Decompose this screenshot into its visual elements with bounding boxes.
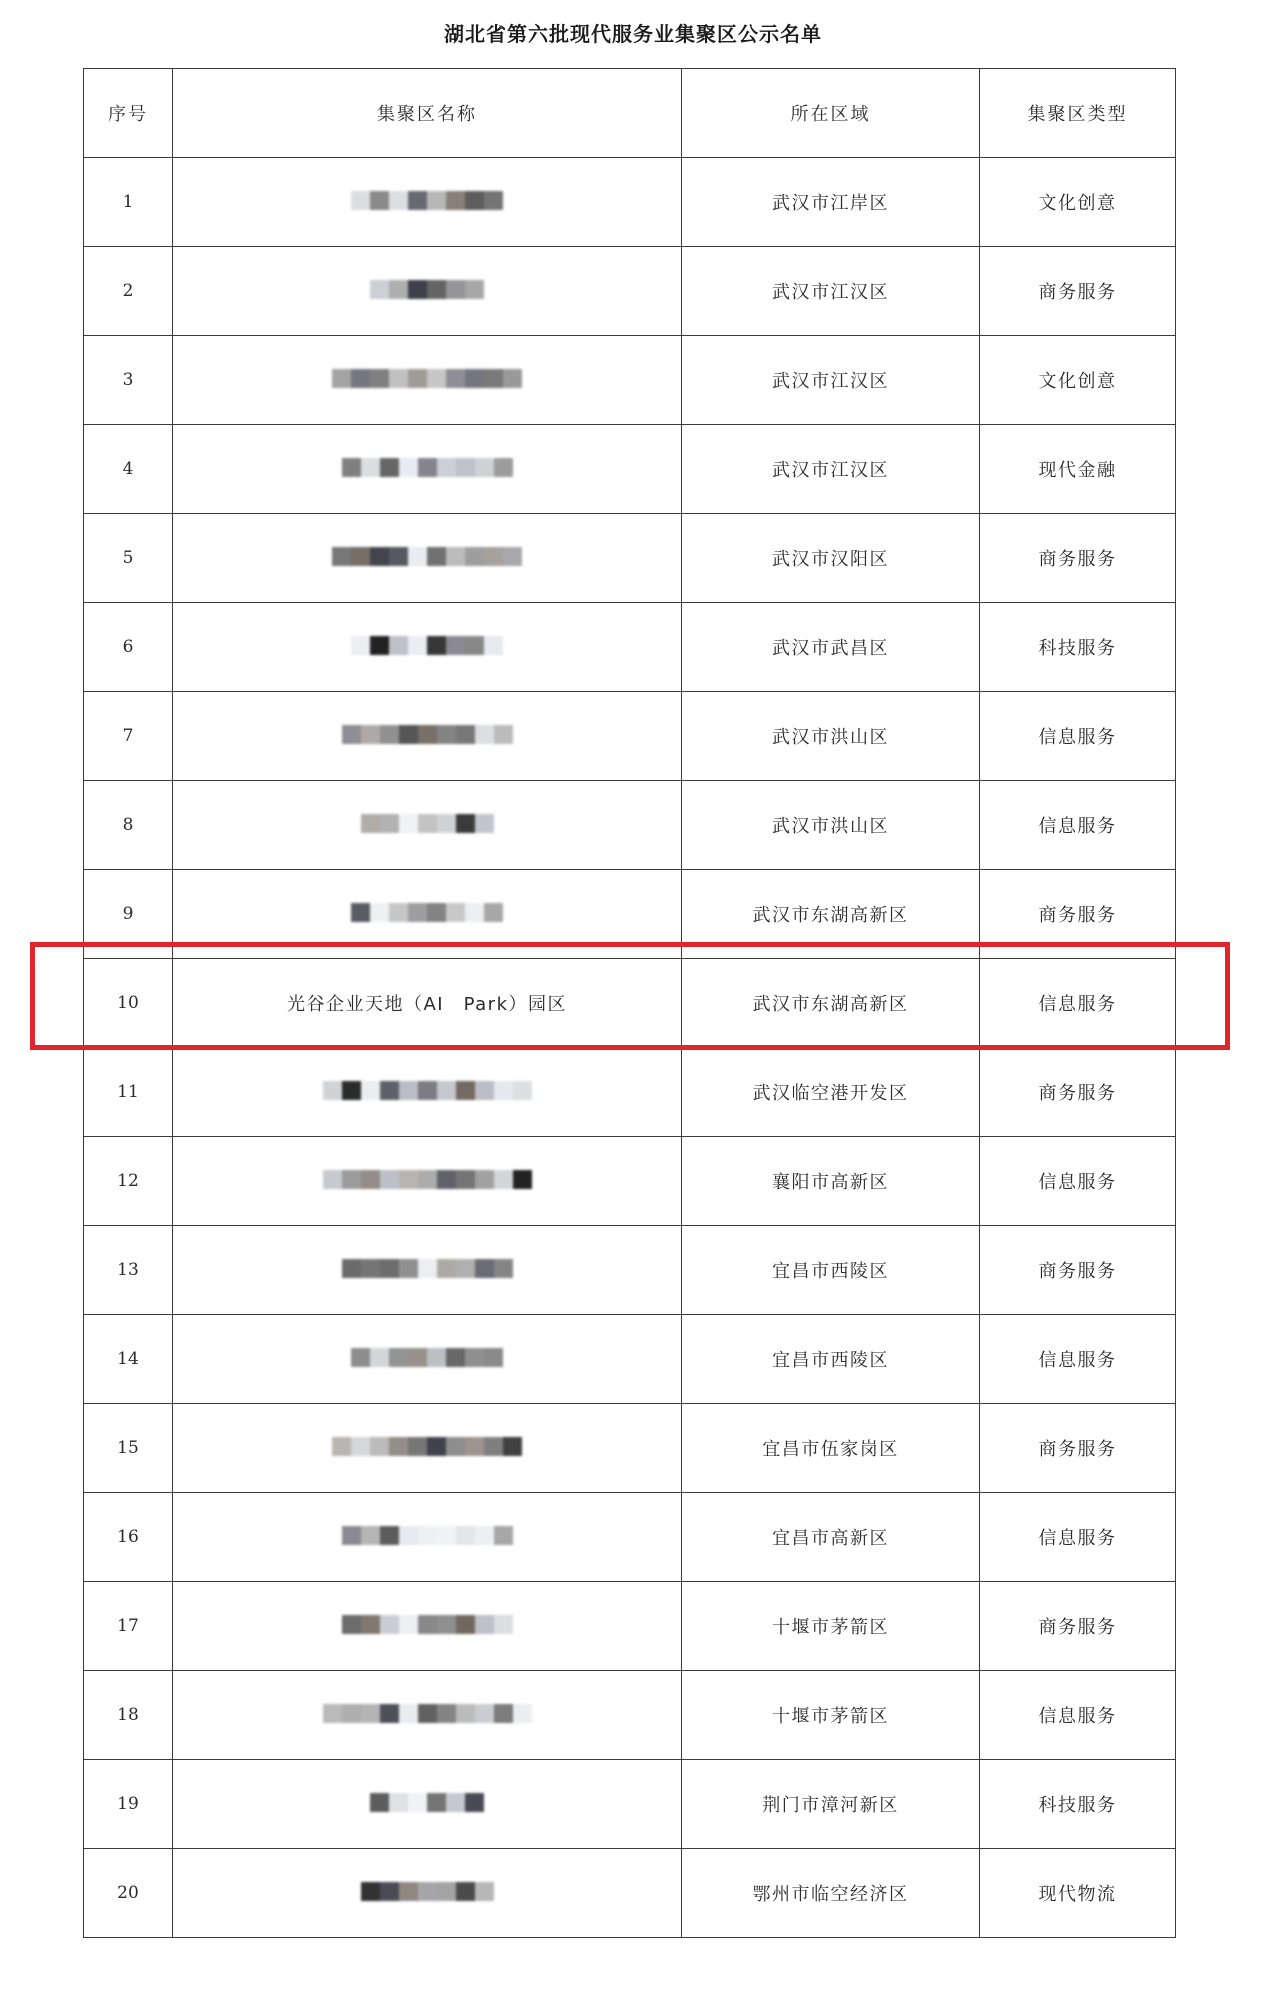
redaction-block	[389, 903, 408, 922]
redaction-block	[465, 547, 484, 566]
document-title: 湖北省第六批现代服务业集聚区公示名单	[444, 22, 822, 46]
row-type: 信息服务	[980, 1137, 1176, 1226]
row-index: 7	[84, 692, 173, 781]
header-type: 集聚区类型	[980, 69, 1176, 158]
row-region: 武汉市江岸区	[682, 158, 980, 247]
redaction-block	[503, 547, 522, 566]
redaction-block	[361, 1615, 380, 1634]
table-row	[84, 1404, 1176, 1493]
redaction-block	[399, 1882, 418, 1901]
redaction-pixels	[351, 1346, 503, 1368]
redaction-block	[361, 814, 380, 833]
redaction-block	[437, 814, 456, 833]
redaction-block	[370, 369, 389, 388]
redaction-pixels	[370, 278, 484, 300]
row-name-redacted	[173, 1315, 682, 1404]
redaction-block	[446, 1793, 465, 1812]
row-name-redacted	[173, 1849, 682, 1938]
redaction-block	[427, 191, 446, 210]
redaction-block	[389, 1348, 408, 1367]
row-name-redacted	[173, 1048, 682, 1137]
redaction-block	[408, 1437, 427, 1456]
table-row	[84, 1137, 1176, 1226]
row-region: 十堰市茅箭区	[682, 1582, 980, 1671]
redaction-block	[323, 1081, 342, 1100]
redaction-block	[437, 1882, 456, 1901]
redaction-block	[399, 1170, 418, 1189]
redaction-block	[475, 1615, 494, 1634]
row-region: 鄂州市临空经济区	[682, 1849, 980, 1938]
redaction-block	[437, 1704, 456, 1723]
row-index: 11	[84, 1048, 173, 1137]
redaction-block	[437, 458, 456, 477]
redaction-block	[380, 1526, 399, 1545]
redaction-block	[370, 280, 389, 299]
redaction-block	[389, 280, 408, 299]
row-type: 商务服务	[980, 514, 1176, 603]
redaction-block	[399, 1081, 418, 1100]
redaction-block	[389, 547, 408, 566]
redaction-block	[323, 1704, 342, 1723]
row-type: 信息服务	[980, 1315, 1176, 1404]
row-index: 3	[84, 336, 173, 425]
redaction-block	[342, 1170, 361, 1189]
row-region: 十堰市茅箭区	[682, 1671, 980, 1760]
redaction-block	[446, 369, 465, 388]
redaction-block	[399, 458, 418, 477]
redaction-block	[389, 1793, 408, 1812]
redaction-block	[456, 1704, 475, 1723]
row-name-redacted	[173, 514, 682, 603]
row-region: 武汉临空港开发区	[682, 1048, 980, 1137]
redaction-block	[465, 191, 484, 210]
redaction-block	[408, 191, 427, 210]
row-region: 武汉市洪山区	[682, 781, 980, 870]
redaction-block	[389, 1437, 408, 1456]
redaction-block	[484, 191, 503, 210]
redaction-block	[446, 636, 465, 655]
redaction-pixels	[361, 1880, 494, 1902]
redaction-block	[380, 1081, 399, 1100]
redaction-block	[427, 636, 446, 655]
redaction-block	[484, 547, 503, 566]
row-type: 商务服务	[980, 1226, 1176, 1315]
redaction-block	[475, 1081, 494, 1100]
redaction-block	[456, 1526, 475, 1545]
redaction-block	[418, 814, 437, 833]
redaction-block	[456, 1170, 475, 1189]
table-row	[84, 959, 1176, 1048]
redaction-block	[418, 1170, 437, 1189]
table-row	[84, 1671, 1176, 1760]
redaction-pixels	[332, 1435, 522, 1457]
redaction-block	[408, 547, 427, 566]
redaction-block	[446, 280, 465, 299]
row-name-redacted	[173, 1404, 682, 1493]
redaction-block	[332, 369, 351, 388]
table-row	[84, 1493, 1176, 1582]
row-index: 17	[84, 1582, 173, 1671]
redaction-block	[399, 1259, 418, 1278]
row-type: 商务服务	[980, 870, 1176, 959]
row-type: 文化创意	[980, 336, 1176, 425]
header-name: 集聚区名称	[173, 69, 682, 158]
table-row	[84, 1226, 1176, 1315]
row-region: 武汉市洪山区	[682, 692, 980, 781]
redaction-block	[427, 903, 446, 922]
redaction-pixels	[323, 1702, 532, 1724]
row-type: 文化创意	[980, 158, 1176, 247]
row-region: 武汉市汉阳区	[682, 514, 980, 603]
redaction-block	[351, 1437, 370, 1456]
redaction-block	[418, 1259, 437, 1278]
redaction-pixels	[351, 634, 503, 656]
table-row	[84, 603, 1176, 692]
redaction-block	[380, 814, 399, 833]
redaction-pixels	[351, 901, 503, 923]
redaction-block	[494, 458, 513, 477]
redaction-block	[408, 636, 427, 655]
redaction-block	[437, 1081, 456, 1100]
row-name-redacted	[173, 1760, 682, 1849]
table-row	[84, 247, 1176, 336]
redaction-block	[361, 1704, 380, 1723]
table-row	[84, 1849, 1176, 1938]
row-index: 16	[84, 1493, 173, 1582]
table-row	[84, 514, 1176, 603]
redaction-block	[475, 1259, 494, 1278]
row-region: 武汉市江汉区	[682, 425, 980, 514]
row-region: 宜昌市西陵区	[682, 1226, 980, 1315]
redaction-block	[399, 725, 418, 744]
redaction-block	[408, 1348, 427, 1367]
row-index: 20	[84, 1849, 173, 1938]
redaction-block	[484, 369, 503, 388]
redaction-block	[370, 191, 389, 210]
redaction-pixels	[323, 1079, 532, 1101]
redaction-block	[418, 725, 437, 744]
redaction-block	[380, 1170, 399, 1189]
redaction-pixels	[332, 545, 522, 567]
redaction-pixels	[351, 189, 503, 211]
row-index: 2	[84, 247, 173, 336]
redaction-block	[380, 1704, 399, 1723]
redaction-block	[456, 1882, 475, 1901]
redaction-block	[446, 547, 465, 566]
redaction-block	[427, 1348, 446, 1367]
redaction-block	[408, 280, 427, 299]
redaction-block	[494, 1259, 513, 1278]
redaction-pixels	[342, 456, 513, 478]
redaction-block	[380, 725, 399, 744]
redaction-block	[475, 1526, 494, 1545]
redaction-block	[503, 1437, 522, 1456]
row-name-redacted	[173, 781, 682, 870]
row-index: 9	[84, 870, 173, 959]
row-region: 宜昌市伍家岗区	[682, 1404, 980, 1493]
row-index: 4	[84, 425, 173, 514]
redaction-block	[456, 814, 475, 833]
redaction-block	[475, 1882, 494, 1901]
redaction-block	[456, 1259, 475, 1278]
row-index: 5	[84, 514, 173, 603]
row-name-redacted	[173, 336, 682, 425]
redaction-block	[389, 191, 408, 210]
redaction-block	[323, 1170, 342, 1189]
redaction-block	[494, 1170, 513, 1189]
redaction-block	[342, 458, 361, 477]
redaction-block	[446, 1437, 465, 1456]
redaction-block	[437, 1170, 456, 1189]
row-region: 襄阳市高新区	[682, 1137, 980, 1226]
redaction-block	[361, 725, 380, 744]
row-index: 1	[84, 158, 173, 247]
redaction-block	[427, 1793, 446, 1812]
redaction-block	[361, 1081, 380, 1100]
row-index: 10	[84, 959, 173, 1048]
redaction-block	[465, 280, 484, 299]
row-type: 科技服务	[980, 1760, 1176, 1849]
redaction-block	[351, 369, 370, 388]
row-type: 现代金融	[980, 425, 1176, 514]
table-row	[84, 1760, 1176, 1849]
redaction-pixels	[342, 723, 513, 745]
row-name-redacted	[173, 1582, 682, 1671]
row-region: 武汉市武昌区	[682, 603, 980, 692]
table-header-row	[84, 69, 1176, 158]
redaction-block	[465, 369, 484, 388]
row-name-redacted	[173, 1671, 682, 1760]
redaction-block	[380, 1259, 399, 1278]
row-type: 信息服务	[980, 1493, 1176, 1582]
redaction-block	[418, 1081, 437, 1100]
row-name: 光谷企业天地（AI Park）园区	[173, 959, 682, 1048]
redaction-block	[370, 903, 389, 922]
redaction-block	[465, 636, 484, 655]
row-type: 现代物流	[980, 1849, 1176, 1938]
redaction-block	[456, 458, 475, 477]
redaction-block	[389, 636, 408, 655]
row-index: 18	[84, 1671, 173, 1760]
redaction-block	[418, 1704, 437, 1723]
row-index: 13	[84, 1226, 173, 1315]
row-region: 武汉市江汉区	[682, 336, 980, 425]
redaction-block	[427, 1437, 446, 1456]
redaction-block	[399, 1615, 418, 1634]
redaction-block	[494, 1615, 513, 1634]
redaction-block	[380, 458, 399, 477]
redaction-block	[408, 1793, 427, 1812]
redaction-block	[370, 1348, 389, 1367]
redaction-block	[351, 636, 370, 655]
redaction-pixels	[323, 1168, 532, 1190]
redaction-block	[513, 1081, 532, 1100]
row-type: 商务服务	[980, 1582, 1176, 1671]
redaction-block	[513, 1704, 532, 1723]
table-row	[84, 1315, 1176, 1404]
redaction-block	[418, 1526, 437, 1545]
redaction-block	[332, 1437, 351, 1456]
redaction-block	[361, 1170, 380, 1189]
redaction-block	[399, 814, 418, 833]
redaction-block	[494, 1081, 513, 1100]
redaction-block	[503, 369, 522, 388]
row-name-redacted	[173, 603, 682, 692]
table-row	[84, 870, 1176, 959]
row-index: 12	[84, 1137, 173, 1226]
redaction-block	[418, 1615, 437, 1634]
redaction-block	[446, 903, 465, 922]
redaction-pixels	[361, 812, 494, 834]
redaction-block	[475, 1704, 494, 1723]
redaction-block	[456, 725, 475, 744]
row-index: 6	[84, 603, 173, 692]
row-index: 15	[84, 1404, 173, 1493]
redaction-block	[484, 1348, 503, 1367]
row-type: 信息服务	[980, 781, 1176, 870]
redaction-block	[351, 191, 370, 210]
redaction-block	[475, 725, 494, 744]
redaction-block	[342, 1259, 361, 1278]
redaction-block	[408, 369, 427, 388]
header-index: 序号	[84, 69, 173, 158]
redaction-block	[408, 903, 427, 922]
redaction-block	[437, 1615, 456, 1634]
row-name-redacted	[173, 870, 682, 959]
row-index: 8	[84, 781, 173, 870]
redaction-block	[456, 1081, 475, 1100]
row-type: 商务服务	[980, 1048, 1176, 1137]
table-row	[84, 692, 1176, 781]
redaction-block	[437, 725, 456, 744]
row-index: 19	[84, 1760, 173, 1849]
redaction-block	[351, 1348, 370, 1367]
redaction-pixels	[332, 367, 522, 389]
redaction-block	[342, 1704, 361, 1723]
row-type: 信息服务	[980, 959, 1176, 1048]
redaction-block	[370, 636, 389, 655]
row-name-redacted	[173, 247, 682, 336]
redaction-block	[494, 1704, 513, 1723]
redaction-block	[351, 903, 370, 922]
redaction-block	[389, 369, 408, 388]
redaction-block	[456, 1615, 475, 1634]
table-row	[84, 336, 1176, 425]
redaction-block	[484, 636, 503, 655]
redaction-block	[370, 547, 389, 566]
redaction-pixels	[370, 1791, 484, 1813]
redaction-block	[342, 1526, 361, 1545]
row-name-redacted	[173, 692, 682, 781]
redaction-block	[427, 280, 446, 299]
redaction-block	[361, 1259, 380, 1278]
row-name-redacted	[173, 158, 682, 247]
redaction-block	[370, 1793, 389, 1812]
redaction-block	[513, 1170, 532, 1189]
row-region: 宜昌市高新区	[682, 1493, 980, 1582]
redaction-block	[342, 1081, 361, 1100]
redaction-block	[465, 903, 484, 922]
header-region: 所在区域	[682, 69, 980, 158]
row-type: 信息服务	[980, 692, 1176, 781]
redaction-block	[370, 1437, 389, 1456]
redaction-block	[475, 458, 494, 477]
redaction-block	[437, 1526, 456, 1545]
redaction-block	[494, 1526, 513, 1545]
redaction-block	[465, 1437, 484, 1456]
redaction-block	[418, 458, 437, 477]
redaction-block	[351, 547, 370, 566]
redaction-pixels	[342, 1524, 513, 1546]
row-type: 商务服务	[980, 247, 1176, 336]
list-table	[83, 68, 1176, 1938]
redaction-block	[380, 1882, 399, 1901]
table-row	[84, 158, 1176, 247]
redaction-block	[361, 1526, 380, 1545]
row-region: 武汉市东湖高新区	[682, 870, 980, 959]
redaction-block	[332, 547, 351, 566]
redaction-block	[484, 1437, 503, 1456]
redaction-block	[475, 814, 494, 833]
redaction-block	[399, 1704, 418, 1723]
table-row	[84, 1582, 1176, 1671]
row-region: 武汉市江汉区	[682, 247, 980, 336]
redaction-block	[342, 725, 361, 744]
redaction-block	[437, 1259, 456, 1278]
row-name-redacted	[173, 1226, 682, 1315]
redaction-block	[465, 1348, 484, 1367]
redaction-block	[427, 369, 446, 388]
redaction-block	[465, 1793, 484, 1812]
row-name-redacted	[173, 1137, 682, 1226]
row-region: 武汉市东湖高新区	[682, 959, 980, 1048]
row-region: 荆门市漳河新区	[682, 1760, 980, 1849]
redaction-block	[446, 191, 465, 210]
redaction-block	[494, 725, 513, 744]
row-name-redacted	[173, 1493, 682, 1582]
redaction-block	[342, 1615, 361, 1634]
row-index: 14	[84, 1315, 173, 1404]
table-row	[84, 425, 1176, 514]
row-type: 商务服务	[980, 1404, 1176, 1493]
row-region: 宜昌市西陵区	[682, 1315, 980, 1404]
row-type: 信息服务	[980, 1671, 1176, 1760]
redaction-block	[475, 1170, 494, 1189]
redaction-block	[484, 903, 503, 922]
redaction-block	[427, 547, 446, 566]
redaction-block	[446, 1348, 465, 1367]
redaction-block	[361, 458, 380, 477]
redaction-block	[399, 1526, 418, 1545]
redaction-block	[380, 1615, 399, 1634]
redaction-pixels	[342, 1613, 513, 1635]
row-type: 科技服务	[980, 603, 1176, 692]
table-row	[84, 1048, 1176, 1137]
redaction-block	[418, 1882, 437, 1901]
redaction-block	[361, 1882, 380, 1901]
table-row	[84, 781, 1176, 870]
redaction-pixels	[342, 1257, 513, 1279]
row-name-redacted	[173, 425, 682, 514]
